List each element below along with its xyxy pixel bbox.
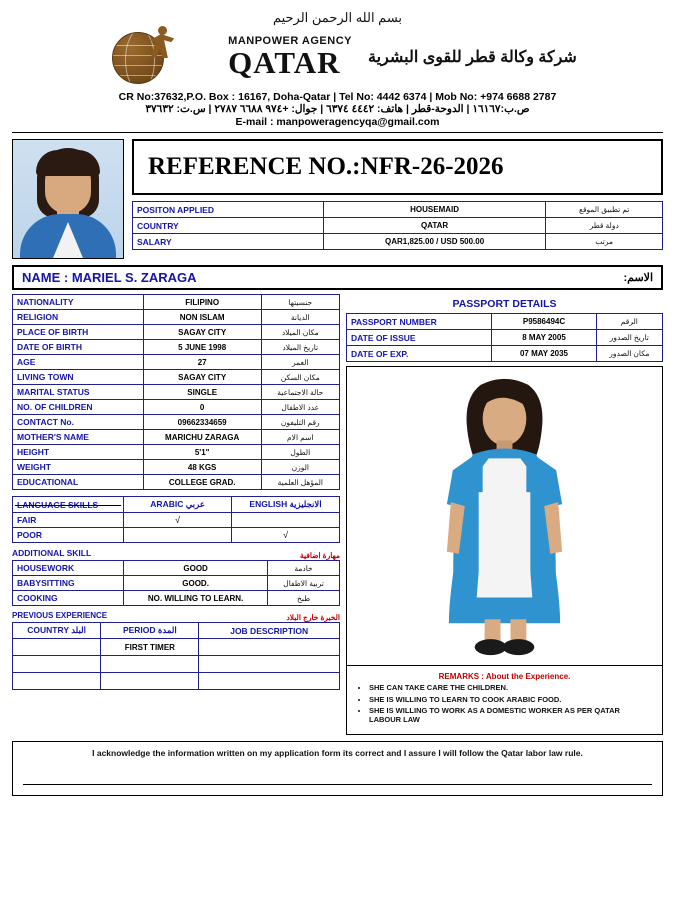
- company-name-line2: QATAR: [228, 44, 341, 80]
- age-value: 27: [143, 355, 261, 370]
- table-row: [133, 218, 663, 234]
- company-name-line1: MANPOWER AGENCY: [228, 34, 352, 47]
- language-column-english: ENGLISH الانجليزية: [232, 497, 340, 513]
- language-poor-label: POOR: [13, 528, 124, 543]
- previous-experience-arabic-note: الخبرة خارج البلاد: [286, 613, 340, 622]
- age-label: AGE: [13, 355, 144, 370]
- children-label: NO. OF CHILDREN: [13, 400, 144, 415]
- salary-label: SALARY: [133, 234, 324, 250]
- housework-value: GOOD: [124, 561, 268, 576]
- table-row: [13, 310, 340, 325]
- previous-experience-table: [12, 622, 340, 690]
- cooking-arabic: طبخ: [268, 591, 340, 606]
- language-poor-arabic-mark: [124, 528, 232, 543]
- table-row: [13, 355, 340, 370]
- nationality-label: NATIONALITY: [13, 295, 144, 310]
- cooking-value: NO. WILLING TO LEARN.: [124, 591, 268, 606]
- height-value: 5'1": [143, 445, 261, 460]
- table-header-row: [13, 623, 340, 639]
- exp-country-1: [13, 639, 101, 656]
- nationality-value: FILIPINO: [143, 295, 261, 310]
- table-row: [13, 561, 340, 576]
- exp-period-3: [101, 673, 199, 690]
- language-skills-table: [12, 496, 340, 543]
- weight-arabic: الوزن: [261, 460, 339, 475]
- cooking-label: COOKING: [13, 591, 124, 606]
- additional-skill-table: [12, 560, 340, 606]
- remarks-list: [355, 684, 654, 725]
- place-of-birth-value: SAGAY CITY: [143, 325, 261, 340]
- applicant-headshot-photo: [12, 139, 124, 259]
- language-poor-english-mark: √: [232, 528, 340, 543]
- salary-value: QAR1,825.00 / USD 500.00: [323, 234, 546, 250]
- exp-country-3: [13, 673, 101, 690]
- religion-label: RELIGION: [13, 310, 144, 325]
- contact-arabic: رقم التليفون: [261, 415, 339, 430]
- agency-logo-icon: [98, 26, 218, 88]
- country-value: QATAR: [323, 218, 546, 234]
- remarks-title: REMARKS : About the Experience.: [438, 672, 571, 681]
- passport-expiry-label: DATE OF EXP.: [347, 346, 492, 362]
- table-row: [13, 475, 340, 490]
- weight-label: WEIGHT: [13, 460, 144, 475]
- position-applied-arabic: تم تطبيق الموقع: [546, 202, 663, 218]
- language-skills-label: LANGUAGE SKILLS: [13, 497, 124, 513]
- table-row: [13, 415, 340, 430]
- contact-line-english: CR No:37632,P.O. Box : 16167, Doha-Qatar | Tel No: 4442 6374 | Mob No: +974 6688 2787: [118, 91, 557, 103]
- passport-issue-label: DATE OF ISSUE: [347, 330, 492, 346]
- exp-job-3: [199, 673, 340, 690]
- reference-row: [12, 139, 663, 259]
- height-label: HEIGHT: [13, 445, 144, 460]
- additional-skill-title: ADDITIONAL SKILL: [12, 548, 92, 558]
- passport-number-arabic: الرقم: [596, 314, 662, 330]
- table-row: [13, 460, 340, 475]
- table-row: [13, 591, 340, 606]
- passport-expiry-value: 07 MAY 2035: [492, 346, 596, 362]
- housework-label: HOUSEWORK: [13, 561, 124, 576]
- table-row: [13, 497, 340, 513]
- language-fair-label: FAIR: [13, 513, 124, 528]
- biodata-table: [12, 294, 340, 490]
- place-of-birth-label: PLACE OF BIRTH: [13, 325, 144, 340]
- brand-block: [228, 36, 352, 79]
- applicant-name-arabic-label: الاسم:: [623, 272, 653, 284]
- table-row: [133, 202, 663, 218]
- table-row: [13, 400, 340, 415]
- table-row: [13, 385, 340, 400]
- education-value: COLLEGE GRAD.: [143, 475, 261, 490]
- babysitting-arabic: تربية الاطفال: [268, 576, 340, 591]
- passport-issue-arabic: تاريخ الصدور: [596, 330, 662, 346]
- passport-number-label: PASSPORT NUMBER: [347, 314, 492, 330]
- acknowledgement-box: [12, 741, 663, 796]
- babysitting-label: BABYSITTING: [13, 576, 124, 591]
- applicant-fullbody-photo: [346, 366, 663, 666]
- bismillah-text: بسم الله الرحمن الرحيم: [272, 10, 403, 25]
- list-item: • SHE IS WILLING TO LEARN TO COOK ARABIC FOOD.: [369, 696, 654, 705]
- column-period: PERIOD المدة: [101, 623, 199, 639]
- table-row: [13, 513, 340, 528]
- salary-arabic: مرتب: [546, 234, 663, 250]
- list-item: • SHE IS WILLING TO WORK AS A DOMESTIC WORKER AS PER QATAR LABOUR LAW: [369, 707, 654, 724]
- previous-experience-title: PREVIOUS EXPERIENCE: [12, 611, 108, 620]
- language-fair-english-mark: [232, 513, 340, 528]
- applicant-name-bar: [12, 265, 663, 290]
- exp-country-2: [13, 656, 101, 673]
- contact-value: 09662334659: [143, 415, 261, 430]
- passport-details-title: PASSPORT DETAILS: [452, 298, 557, 310]
- children-value: 0: [143, 400, 261, 415]
- passport-issue-value: 8 MAY 2005: [492, 330, 596, 346]
- reference-label: REFERENCE NO.:: [148, 153, 361, 180]
- education-arabic: المؤهل العلمية: [261, 475, 339, 490]
- right-column: [346, 294, 663, 735]
- table-row: [13, 445, 340, 460]
- reference-number-box: [132, 139, 663, 195]
- table-row: [13, 576, 340, 591]
- nationality-arabic: جنسيتها: [261, 295, 339, 310]
- table-row: [13, 340, 340, 355]
- exp-period-1: FIRST TIMER: [101, 639, 199, 656]
- exp-job-2: [199, 656, 340, 673]
- main-columns: [12, 294, 663, 735]
- list-item: • SHE CAN TAKE CARE THE CHILDREN.: [369, 684, 654, 693]
- height-arabic: الطول: [261, 445, 339, 460]
- table-row: [13, 656, 340, 673]
- exp-period-2: [101, 656, 199, 673]
- place-of-birth-arabic: مكان الميلاد: [261, 325, 339, 340]
- country-label: COUNTRY: [133, 218, 324, 234]
- header-brand-row: [12, 26, 663, 88]
- table-row: [347, 314, 663, 330]
- children-arabic: عدد الاطفال: [261, 400, 339, 415]
- table-row: [13, 528, 340, 543]
- language-fair-arabic-mark: √: [124, 513, 232, 528]
- position-applied-label: POSITON APPLIED: [133, 202, 324, 218]
- mother-name-arabic: اسم الام: [261, 430, 339, 445]
- religion-arabic: الديانة: [261, 310, 339, 325]
- table-row: [347, 346, 663, 362]
- country-arabic: دولة قطر: [546, 218, 663, 234]
- marital-status-label: MARITAL STATUS: [13, 385, 144, 400]
- date-of-birth-label: DATE OF BIRTH: [13, 340, 144, 355]
- remarks-box: [346, 666, 663, 735]
- company-name-arabic: شركة وكالة قطر للقوى البشرية: [368, 49, 577, 66]
- living-town-arabic: مكان السكن: [261, 370, 339, 385]
- header-divider: [12, 132, 663, 133]
- column-job-description: JOB DESCRIPTION: [199, 623, 340, 639]
- table-row: [13, 295, 340, 310]
- reference-right-block: [132, 139, 663, 250]
- position-applied-table: [132, 201, 663, 250]
- table-row: [133, 234, 663, 250]
- marital-status-arabic: حالة الاجتماعية: [261, 385, 339, 400]
- table-row: [347, 330, 663, 346]
- table-row: [13, 370, 340, 385]
- column-country: COUNTRY البلد: [13, 623, 101, 639]
- language-column-arabic: ARABIC عربي: [124, 497, 232, 513]
- table-row: [13, 673, 340, 690]
- mother-name-value: MARICHU ZARAGA: [143, 430, 261, 445]
- position-applied-value: HOUSEMAID: [323, 202, 546, 218]
- marital-status-value: SINGLE: [143, 385, 261, 400]
- contact-line-arabic: ص.ب:١٦١٦٧ | الدوحة-قطر | هاتف: ٤٤٤٢ ٦٣٧٤ | جوال: +٩٧٤ ٦٦٨٨ ٢٧٨٧ | س.ت: ٣٧٦٣٢: [145, 103, 530, 115]
- babysitting-value: GOOD.: [124, 576, 268, 591]
- additional-skill-arabic-note: مهارة اضافية: [299, 551, 340, 560]
- table-row: [13, 325, 340, 340]
- passport-table: [346, 313, 663, 362]
- education-label: EDUCATIONAL: [13, 475, 144, 490]
- date-of-birth-arabic: تاريخ الميلاد: [261, 340, 339, 355]
- exp-job-1: [199, 639, 340, 656]
- left-column: [12, 294, 340, 735]
- living-town-label: LIVING TOWN: [13, 370, 144, 385]
- acknowledgement-text: I acknowledge the information written on my application form its correct and I assure I will follow the Qatar labor law rule.: [92, 747, 583, 758]
- weight-value: 48 KGS: [143, 460, 261, 475]
- passport-expiry-arabic: مكان الصدور: [596, 346, 662, 362]
- date-of-birth-value: 5 JUNE 1998: [143, 340, 261, 355]
- religion-value: NON ISLAM: [143, 310, 261, 325]
- signature-line: [23, 784, 652, 785]
- passport-number-value: P9586494C: [492, 314, 596, 330]
- table-row: [13, 430, 340, 445]
- housework-arabic: خادمة: [268, 561, 340, 576]
- reference-value: NFR-26-2026: [360, 153, 504, 180]
- document-header: [12, 10, 663, 133]
- age-arabic: العمر: [261, 355, 339, 370]
- fullbody-illustration: [347, 367, 662, 665]
- table-row: [13, 639, 340, 656]
- contact-label: CONTACT No.: [13, 415, 144, 430]
- applicant-name: NAME : MARIEL S. ZARAGA: [22, 270, 197, 285]
- living-town-value: SAGAY CITY: [143, 370, 261, 385]
- mother-name-label: MOTHER'S NAME: [13, 430, 144, 445]
- email-line: E-mail : manpoweragencyqa@gmail.com: [235, 116, 440, 128]
